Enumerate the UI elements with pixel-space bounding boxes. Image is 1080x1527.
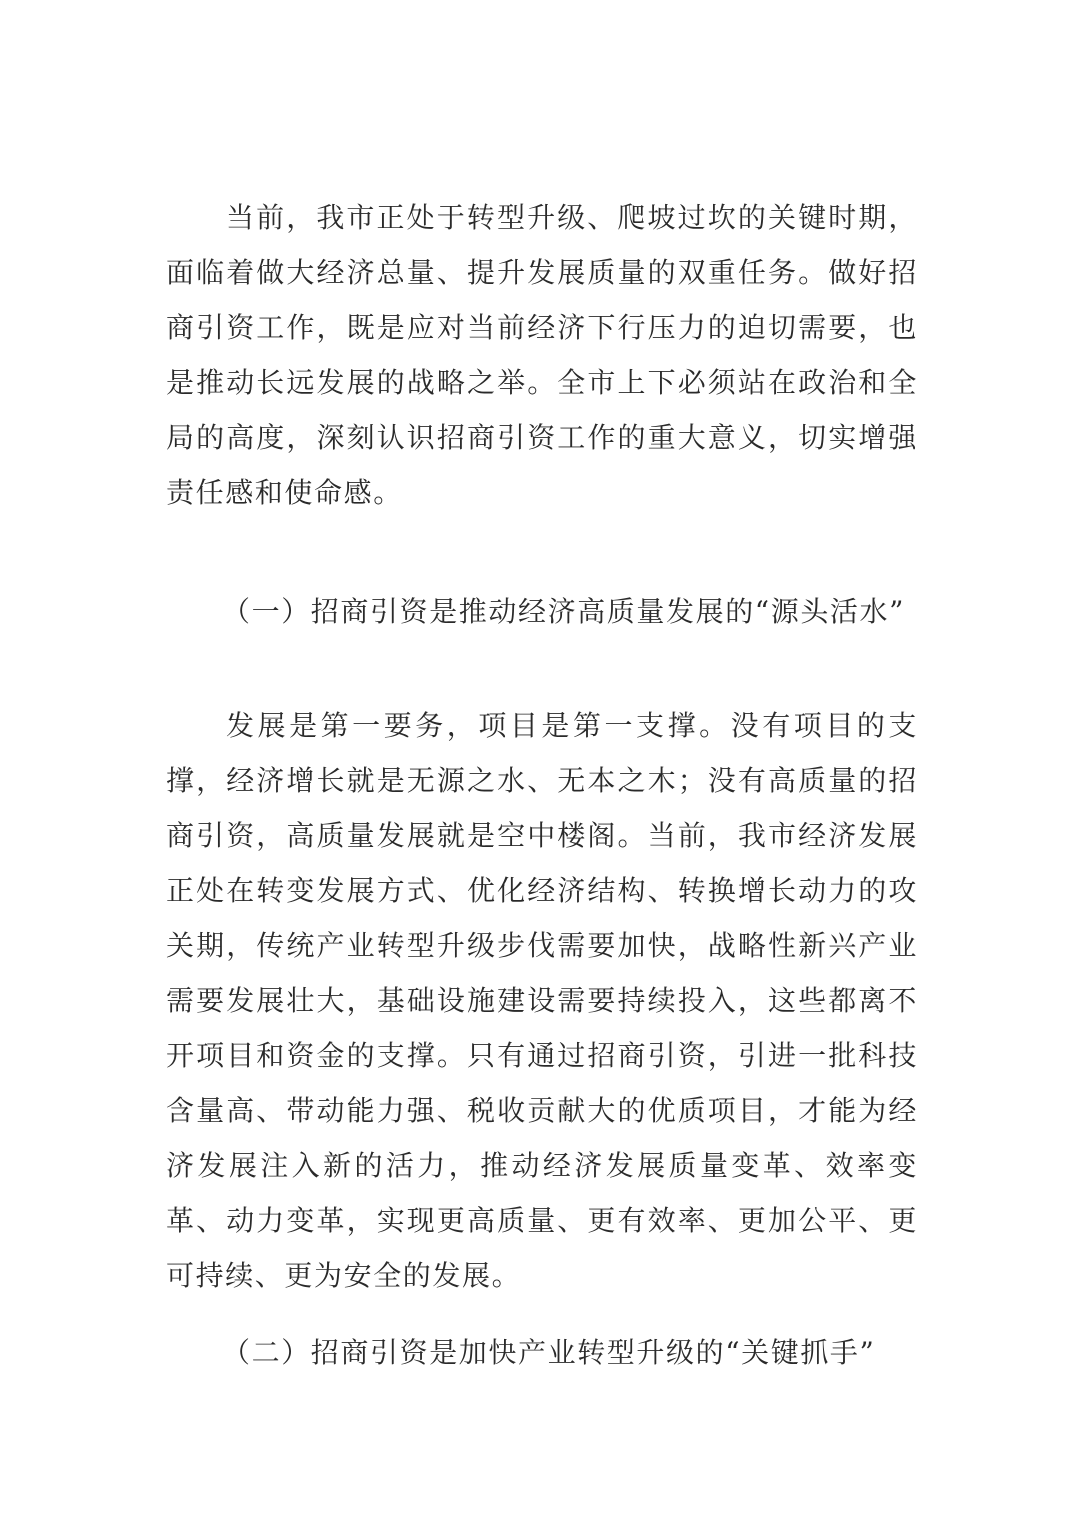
paragraph-section-1: 发展是第一要务，项目是第一支撑。没有项目的支撑，经济增长就是无源之水、无本之木；没有高质量的招商引资，高质量发展就是空中楼阁。当前，我市经济发展正处在转变发展方式、优化经济结构、转换增长动力的攻关期，传统产业转型升级步伐需要加快，战略性新兴产业需要发展壮大，基础设施建设需要持续投入，这些都离不开项目和资金的支撑。只有通过招商引资，引进一批科技含量高、带动能力强、税收贡献大的优质项目，才能为经济发展注入新的活力，推动经济发展质量变革、效率变革、动力变革，实现更高质量、更有效率、更加公平、更可持续、更为安全的发展。 [166,709,918,1292]
paragraph-intro: 当前，我市正处于转型升级、爬坡过坎的关键时期，面临着做大经济总量、提升发展质量的双重任务。做好招商引资工作，既是应对当前经济下行压力的迫切需要，也是推动长远发展的战略之举。全市上下必须站在政治和全局的高度，深刻认识招商引资工作的重大意义，切实增强责任感和使命感。 [166,201,918,509]
section-heading-1: （一）招商引资是推动经济高质量发展的“源头活水” [222,595,906,628]
section-heading-2: （二）招商引资是加快产业转型升级的“关键抓手” [222,1336,876,1369]
